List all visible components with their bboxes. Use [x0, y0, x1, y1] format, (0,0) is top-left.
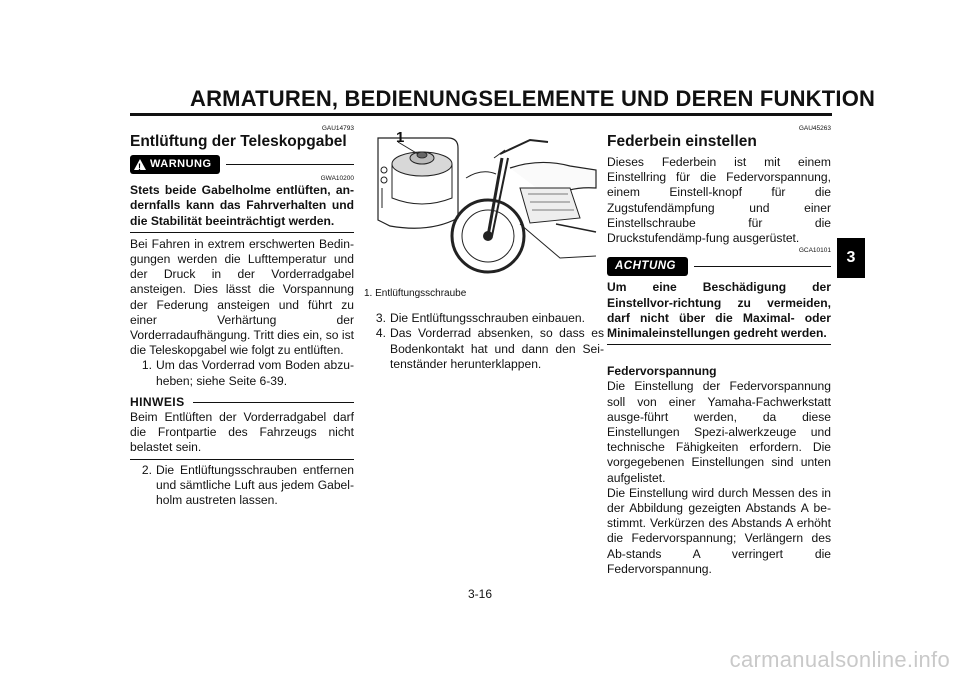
- step-number: 3.: [375, 311, 386, 326]
- header-rule: [130, 113, 832, 116]
- caution-badge: ACHTUNG: [607, 257, 688, 276]
- step-text: Die Entlüftungsschrauben entfernen und sämtliche Luft aus jedem Gabel-holm austreten lassen.: [156, 462, 354, 508]
- caution-code: GCA10101: [798, 247, 831, 255]
- warning-end-rule: [130, 232, 354, 233]
- step-text: Die Entlüftungsschrauben einbauen.: [390, 311, 585, 326]
- watermark: carmanualsonline.info: [729, 647, 950, 672]
- spring-preload-paragraph-2: Die Einstellung wird durch Messen des in der Abbildung gezeigten Abstands A be-stimmt. Verkürzen des Abstands A erhöht die Federvorspannung; Verlängern des Ab-stands A verringert die Federvorspannung.: [607, 485, 831, 576]
- fork-bleeding-body: Bei Fahren in extrem erschwerten Bedin-gungen werden die Lufttemperatur und der Druck in der Vorderradgabel ansteigen. Dies lässt die Vorspannung der Federung ansteigen und führt zu einer Verhärtung der Vorderradaufhängung. Tritt dies ein, so ist die Teleskopgabel wie folgt zu entlüften.: [130, 236, 354, 358]
- step-number: 1.: [141, 358, 152, 373]
- warning-text: Stets beide Gabelholme entlüften, an-dernfalls kann das Fahrverhalten und die Stabilität beeinträchtigt werden.: [130, 183, 354, 228]
- warning-rule: [226, 164, 354, 165]
- section-heading-fork-bleeding: Entlüftung der Teleskopgabel: [130, 133, 347, 150]
- page-number: 3-16: [467, 587, 493, 601]
- figure-callout-number: 1: [396, 129, 405, 146]
- step-item: [364, 311, 604, 326]
- chapter-tab[interactable]: 3: [837, 238, 865, 278]
- caution-text: Um eine Beschädigung der Einstellvor-richtung zu vermeiden, darf nicht über die Maximal- oder Minimaleinstellungen gedreht werden.: [607, 280, 831, 341]
- note-end-rule: [130, 459, 354, 460]
- warning-code: GWA10200: [320, 175, 354, 183]
- step-item: [364, 326, 604, 372]
- note-text: Beim Entlüften der Vorderradgabel darf die Frontpartie des Fahrzeugs nicht belastet sein.: [130, 410, 354, 455]
- spring-preload-paragraph-1: Die Einstellung der Federvorspannung soll von einer Yamaha-Fachwerkstatt ausge-führt werden, da diese Einstellungen Spezi-alwerkzeuge und technische Fähigkeiten erfordern. Die vorgegebenen Einstellungen sind unten aufgelistet.: [607, 379, 831, 485]
- section-code: GAU45263: [798, 125, 831, 132]
- page-header-title: ARMATUREN, BEDIENUNGSELEMENTE UND DEREN FUNKTION: [190, 86, 876, 111]
- step-number: 2.: [141, 462, 152, 477]
- note-rule: [193, 402, 354, 403]
- spacer: [607, 348, 831, 364]
- caution-end-rule: [607, 344, 831, 345]
- fork-bleed-screw-illustration: [370, 128, 602, 278]
- warning-label: WARNUNG: [150, 158, 212, 170]
- step-number: 4.: [375, 326, 386, 341]
- step-text: Das Vorderrad absenken, so dass es Bodenkontakt hat und dann den Sei-tenständer herunterklappen.: [390, 326, 604, 371]
- shock-absorber-intro: Dieses Federbein ist mit einem Einstellring für die Federvorspannung, einem Einstell-knopf für die Zugstufendämpfung und einer Einstellschraube für die Druckstufendämp-fung ausgerüstet.: [607, 155, 831, 246]
- note-label: HINWEIS: [130, 394, 185, 409]
- warning-badge: [130, 155, 220, 174]
- caution-rule: [694, 266, 831, 267]
- column-left: [130, 124, 354, 508]
- figure-caption: 1. Entlüftungsschraube: [364, 288, 467, 299]
- section-code: GAU14793: [321, 125, 354, 132]
- warning-label-row: [130, 155, 354, 174]
- step-item: [130, 358, 354, 388]
- caution-label-row: [607, 257, 831, 276]
- motorcycle-fork-figure: [370, 128, 602, 278]
- subsection-heading-spring-preload: Federvorspannung: [607, 364, 717, 379]
- column-middle: [364, 128, 604, 372]
- note-label-row: [130, 395, 354, 410]
- step-item: [130, 463, 354, 509]
- warning-triangle-icon: [134, 159, 146, 170]
- step-text: Um das Vorderrad vom Boden abzu-heben; siehe Seite 6-39.: [156, 358, 354, 388]
- column-right: [607, 124, 831, 577]
- section-heading-shock-absorber: Federbein einstellen: [607, 133, 757, 150]
